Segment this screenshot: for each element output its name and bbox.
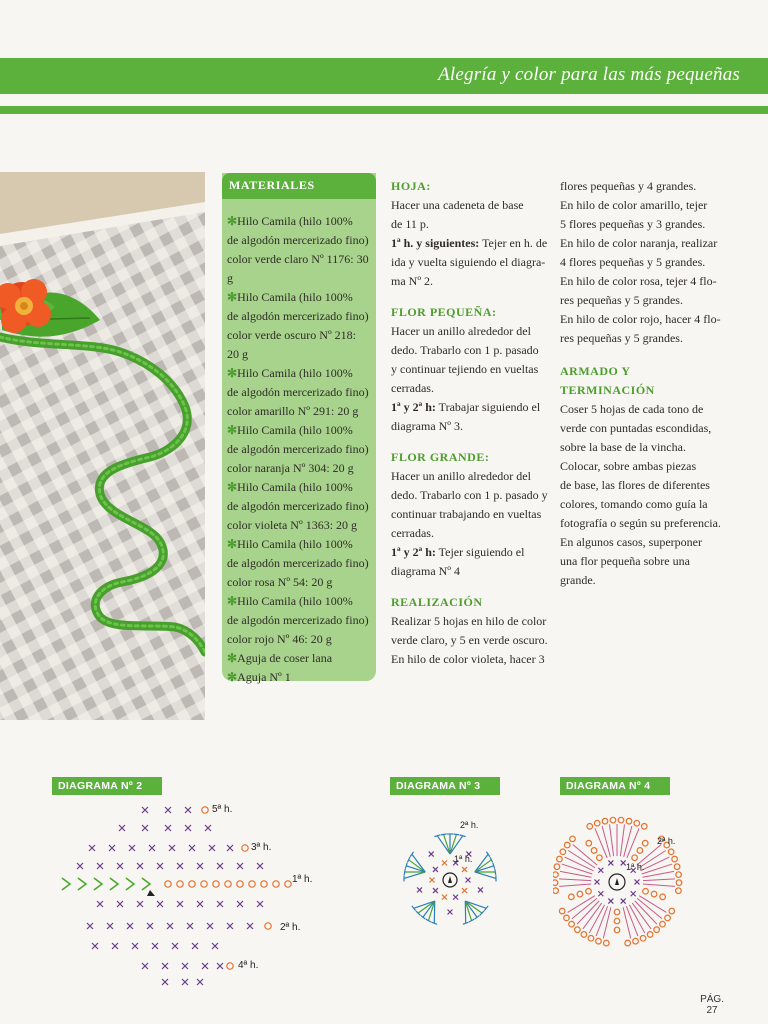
crochet-chain-mark — [575, 927, 581, 933]
crochet-stitch-mark — [237, 863, 243, 869]
crochet-stitch-mark — [257, 901, 263, 907]
crochet-chain-mark — [651, 891, 657, 897]
crochet-stitch-mark — [189, 845, 195, 851]
crochet-chain-mark — [614, 909, 620, 915]
crochet-chain-mark — [587, 824, 593, 830]
material-item: ✻Hilo Camila (hilo 100% de algodón mercerizado fino) color rojo Nº 46: 20 g — [227, 594, 369, 646]
crochet-stitch-mark — [495, 869, 496, 875]
crochet-chain-mark — [237, 881, 243, 887]
diagram-2-leaf-chart — [50, 796, 350, 992]
crochet-stitch-mark — [433, 888, 438, 893]
crochet-chain-mark — [586, 840, 592, 846]
section-heading-flor-pequena: FLOR PEQUEÑA: — [391, 305, 497, 319]
crochet-chain-mark — [674, 864, 680, 870]
crochet-chain-mark — [668, 849, 674, 855]
bullet-icon: ✻ — [227, 480, 238, 494]
row-label: 3ª h. — [251, 842, 272, 853]
crochet-stitch-mark — [119, 825, 125, 831]
crochet-chain-mark — [604, 940, 610, 946]
start-marker — [615, 878, 619, 885]
crochet-stitch-mark — [165, 825, 171, 831]
crochet-stitch-mark — [62, 878, 70, 890]
crochet-chain-mark — [641, 824, 647, 830]
crochet-chain-mark — [560, 849, 566, 855]
crochet-chain-mark — [640, 935, 646, 941]
crochet-stitch-mark — [442, 860, 447, 865]
bullet-icon: ✻ — [227, 214, 238, 228]
crochet-chain-mark — [665, 915, 671, 921]
crochet-stitch-mark — [97, 863, 103, 869]
page-number: PÁG. 27 — [700, 994, 724, 1016]
crochet-chain-mark — [564, 915, 570, 921]
crochet-stitch-mark — [77, 863, 83, 869]
crochet-stitch-mark — [598, 868, 603, 873]
crochet-stitch-mark — [475, 915, 480, 919]
crochet-chain-mark — [564, 842, 570, 848]
headband-photo-image — [0, 172, 205, 720]
crochet-chain-mark — [672, 856, 678, 862]
crochet-stitch-mark — [643, 884, 675, 886]
crochet-stitch-mark — [247, 923, 253, 929]
crochet-chain-mark — [637, 848, 643, 854]
crochet-stitch-mark — [621, 899, 626, 904]
section-heading-flor-grande: FLOR GRANDE: — [391, 450, 490, 464]
crochet-stitch-mark — [142, 807, 148, 813]
material-item: ✻Hilo Camila (hilo 100% de algodón mercerizado fino) color verde claro Nº 1176: 30 g — [227, 214, 369, 285]
round-label: 1ª h. — [626, 862, 645, 872]
crochet-chain-mark — [634, 820, 640, 826]
crochet-stitch-mark — [621, 860, 626, 865]
material-item: ✻Aguja de coser lana — [227, 651, 333, 665]
bullet-icon: ✻ — [227, 423, 238, 437]
header-rule — [0, 106, 768, 114]
crochet-stitch-mark — [559, 879, 591, 881]
section-heading-realizacion: REALIZACIÓN — [391, 595, 483, 609]
crochet-chain-mark — [642, 840, 648, 846]
crochet-chain-mark — [626, 818, 632, 824]
crochet-stitch-mark — [237, 901, 243, 907]
crochet-stitch-mark — [257, 863, 263, 869]
crochet-stitch-mark — [421, 915, 426, 919]
section-heading-hoja: HOJA: — [391, 179, 431, 193]
crochet-stitch-mark — [217, 963, 223, 969]
crochet-stitch-mark — [453, 834, 459, 835]
bullet-icon: ✻ — [227, 366, 238, 380]
crochet-stitch-mark — [117, 901, 123, 907]
crochet-stitch-mark — [109, 845, 115, 851]
crochet-stitch-mark — [450, 836, 463, 854]
crochet-chain-mark — [586, 888, 592, 894]
materials-heading: MATERIALES — [229, 178, 315, 192]
crochet-stitch-mark — [404, 869, 405, 875]
crochet-stitch-mark — [137, 901, 143, 907]
crochet-stitch-mark — [197, 979, 203, 985]
crochet-stitch-mark — [182, 963, 188, 969]
material-item: ✻Hilo Camila (hilo 100% de algodón mercerizado fino) color verde oscuro Nº 218: 20 g — [227, 290, 369, 361]
crochet-stitch-mark — [442, 895, 447, 900]
crochet-stitch-mark — [94, 878, 102, 890]
crochet-stitch-mark — [227, 923, 233, 929]
diagram-4-label: DIAGRAMA Nº 4 — [560, 777, 670, 795]
crochet-stitch-mark — [608, 860, 613, 865]
crochet-chain-mark — [610, 817, 616, 823]
crochet-stitch-mark — [197, 901, 203, 907]
crochet-stitch-mark — [177, 863, 183, 869]
crochet-stitch-mark — [112, 943, 118, 949]
crochet-stitch-mark — [92, 943, 98, 949]
row-label: 5ª h. — [212, 804, 233, 815]
crochet-chain-mark — [225, 881, 231, 887]
crochet-chain-mark — [676, 872, 682, 878]
start-marker — [448, 876, 452, 883]
crochet-chain-mark — [213, 881, 219, 887]
crochet-stitch-mark — [624, 826, 632, 857]
page-title: Alegría y color para las más pequeñas — [438, 64, 740, 85]
start-marker — [147, 890, 155, 896]
row-label: 1ª h. — [292, 874, 313, 885]
round-label: 2ª h. — [657, 836, 676, 846]
crochet-chain-mark — [669, 908, 675, 914]
crochet-stitch-mark — [603, 907, 611, 938]
bullet-icon: ✻ — [227, 651, 238, 665]
crochet-stitch-mark — [620, 824, 624, 856]
instructions-column-2: HOJA: Hacer una cadeneta de base de 11 p. 1ª h. y siguientes: Tejer en h. de ida y vuelta siguiendo el diagra- ma Nº 2. FLOR PEQUEÑA: Hacer un anillo alrededor del dedo. Trabarlo con 1 p. pasado y continuar tejiendo en vueltas cerradas. 1ª y 2ª h: Trabajar siguiendo el diagrama Nº 3. FLOR GRANDE: Hacer un anillo alrededor del dedo. Trabarlo con 1 p. pasado y continuar trabajando en vueltas cerradas. 1ª y 2ª h: Tejer siguiendo el diagrama Nº 4 REALIZACIÓN Realizar 5 hojas en hilo de color verde claro, y 5 en verde oscuro. En hilo de color violeta, hacer 3 — [391, 177, 551, 669]
crochet-stitch-mark — [137, 863, 143, 869]
crochet-chain-mark — [201, 881, 207, 887]
row-label: 2ª h. — [280, 922, 301, 933]
crochet-stitch-mark — [185, 807, 191, 813]
material-item: ✻Aguja Nº 1 — [227, 670, 291, 684]
crochet-chain-mark — [227, 963, 233, 969]
crochet-chain-mark — [594, 820, 600, 826]
material-item: ✻Hilo Camila (hilo 100% de algodón mercerizado fino) color naranja Nº 304: 20 g — [227, 423, 369, 475]
crochet-stitch-mark — [450, 834, 456, 854]
crochet-stitch-mark — [437, 836, 450, 854]
crochet-stitch-mark — [595, 880, 600, 885]
crochet-stitch-mark — [444, 834, 450, 854]
crochet-chain-mark — [569, 921, 575, 927]
crochet-chain-mark — [597, 855, 603, 861]
crochet-chain-mark — [654, 927, 660, 933]
diagram-2-label: DIAGRAMA Nº 2 — [52, 777, 162, 795]
crochet-chain-mark — [614, 927, 620, 933]
crochet-stitch-mark — [182, 979, 188, 985]
materials-list — [227, 212, 377, 687]
materials-header — [222, 173, 376, 199]
crochet-chain-mark — [591, 848, 597, 854]
crochet-stitch-mark — [142, 825, 148, 831]
crochet-stitch-mark — [192, 943, 198, 949]
crochet-stitch-mark — [441, 834, 447, 835]
crochet-stitch-mark — [185, 825, 191, 831]
crochet-stitch-mark — [127, 923, 133, 929]
crochet-chain-mark — [249, 881, 255, 887]
crochet-chain-mark — [242, 845, 248, 851]
crochet-chain-mark — [569, 894, 575, 900]
crochet-chain-mark — [177, 881, 183, 887]
crochet-chain-mark — [165, 881, 171, 887]
crochet-stitch-mark — [212, 943, 218, 949]
crochet-stitch-mark — [448, 910, 453, 915]
crochet-stitch-mark — [429, 852, 434, 857]
crochet-stitch-mark — [462, 888, 467, 893]
crochet-stitch-mark — [142, 963, 148, 969]
crochet-stitch-mark — [177, 901, 183, 907]
crochet-stitch-mark — [167, 923, 173, 929]
crochet-stitch-mark — [152, 943, 158, 949]
crochet-stitch-mark — [608, 899, 613, 904]
crochet-stitch-mark — [635, 880, 640, 885]
crochet-stitch-mark — [165, 807, 171, 813]
crochet-chain-mark — [554, 864, 560, 870]
crochet-chain-mark — [625, 940, 631, 946]
material-item: ✻Hilo Camila (hilo 100% de algodón mercerizado fino) color rosa Nº 54: 20 g — [227, 537, 369, 589]
crochet-chain-mark — [261, 881, 267, 887]
crochet-chain-mark — [602, 818, 608, 824]
crochet-stitch-mark — [207, 923, 213, 929]
diagram-3-small-flower-chart — [398, 812, 516, 942]
crochet-stitch-mark — [87, 923, 93, 929]
crochet-stitch-mark — [217, 863, 223, 869]
crochet-chain-mark — [570, 836, 576, 842]
crochet-stitch-mark — [609, 824, 613, 856]
crochet-stitch-mark — [602, 826, 610, 857]
crochet-stitch-mark — [453, 895, 458, 900]
crochet-stitch-mark — [227, 845, 233, 851]
section-heading-armado: ARMADO Y — [560, 364, 631, 378]
crochet-stitch-mark — [110, 878, 118, 890]
crochet-stitch-mark — [149, 845, 155, 851]
crochet-chain-mark — [202, 807, 208, 813]
crochet-chain-mark — [596, 938, 602, 944]
crochet-stitch-mark — [559, 884, 591, 886]
crochet-stitch-mark — [462, 867, 467, 872]
crochet-chain-mark — [676, 880, 682, 886]
crochet-stitch-mark — [631, 891, 636, 896]
crochet-chain-mark — [553, 888, 558, 894]
crochet-stitch-mark — [643, 879, 675, 881]
crochet-chain-mark — [660, 894, 666, 900]
crochet-stitch-mark — [433, 867, 438, 872]
crochet-stitch-mark — [78, 878, 86, 890]
crochet-chain-mark — [189, 881, 195, 887]
crochet-stitch-mark — [598, 891, 603, 896]
headband-photo — [0, 172, 205, 720]
crochet-chain-mark — [633, 938, 639, 944]
crochet-stitch-mark — [430, 878, 435, 883]
diagram-4-large-flower-chart — [553, 812, 693, 952]
crochet-chain-mark — [273, 881, 279, 887]
bullet-icon: ✻ — [227, 290, 238, 304]
diagram-3-label: DIAGRAMA Nº 3 — [390, 777, 500, 795]
crochet-chain-mark — [553, 872, 558, 878]
crochet-chain-mark — [581, 932, 587, 938]
material-item: ✻Hilo Camila (hilo 100% de algodón mercerizado fino) color amarillo Nº 291: 20 g — [227, 366, 369, 418]
crochet-stitch-mark — [117, 863, 123, 869]
crochet-stitch-mark — [157, 863, 163, 869]
crochet-chain-mark — [285, 881, 291, 887]
crochet-stitch-mark — [132, 943, 138, 949]
material-item: ✻Hilo Camila (hilo 100% de algodón mercerizado fino) color violeta Nº 1363: 20 g — [227, 480, 369, 532]
row-label: 4ª h. — [238, 960, 259, 971]
crochet-chain-mark — [660, 921, 666, 927]
crochet-stitch-mark — [172, 943, 178, 949]
bullet-icon: ✻ — [227, 537, 238, 551]
bullet-icon: ✻ — [227, 594, 238, 608]
section-heading-terminacion: TERMINACIÓN — [560, 383, 655, 397]
crochet-stitch-mark — [205, 825, 211, 831]
crochet-stitch-mark — [129, 845, 135, 851]
crochet-stitch-mark — [209, 845, 215, 851]
crochet-stitch-mark — [434, 835, 440, 837]
crochet-chain-mark — [647, 932, 653, 938]
crochet-stitch-mark — [157, 901, 163, 907]
crochet-stitch-mark — [466, 878, 471, 883]
crochet-stitch-mark — [627, 828, 639, 858]
crochet-stitch-mark — [147, 923, 153, 929]
crochet-stitch-mark — [142, 878, 150, 890]
crochet-chain-mark — [643, 888, 649, 894]
crochet-stitch-mark — [217, 901, 223, 907]
crochet-stitch-mark — [187, 923, 193, 929]
crochet-stitch-mark — [478, 887, 483, 892]
crochet-stitch-mark — [475, 872, 496, 878]
crochet-stitch-mark — [623, 907, 631, 938]
round-label: 1ª h. — [454, 854, 473, 864]
crochet-stitch-mark — [89, 845, 95, 851]
crochet-stitch-mark — [162, 963, 168, 969]
round-label: 2ª h. — [460, 820, 479, 830]
crochet-stitch-mark — [202, 963, 208, 969]
crochet-stitch-mark — [460, 835, 466, 837]
crochet-chain-mark — [676, 888, 682, 894]
bullet-icon: ✻ — [227, 670, 238, 684]
crochet-stitch-mark — [404, 872, 425, 878]
crochet-chain-mark — [618, 817, 624, 823]
crochet-chain-mark — [265, 923, 271, 929]
crochet-chain-mark — [632, 855, 638, 861]
crochet-chain-mark — [614, 918, 620, 924]
crochet-stitch-mark — [197, 863, 203, 869]
crochet-stitch-mark — [162, 979, 168, 985]
instructions-column-3: flores pequeñas y 4 grandes. En hilo de color amarillo, tejer 5 flores pequeñas y 3 grandes. En hilo de color naranja, realizar 4 flores pequeñas y 5 grandes. En hilo de color rosa, tejer 4 flo- res pequeñas y 5 grandes. En hilo de color rojo, hacer 4 flo- res pequeñas y 5 grandes. ARMADO Y TERMINACIÓN Coser 5 hojas de cada tono de verde con puntadas escondidas, sobre la base de la vincha. Colocar, sobre ambas piezas de base, las flores de diferentes colores, tomando como guía la fotografía o según su preferencia. En algunos casos, superponer una flor pequeña sobre una grande. — [560, 177, 750, 590]
crochet-stitch-mark — [97, 901, 103, 907]
crochet-stitch-mark — [169, 845, 175, 851]
crochet-chain-mark — [577, 891, 583, 897]
crochet-stitch-mark — [595, 828, 607, 858]
crochet-stitch-mark — [107, 923, 113, 929]
crochet-stitch-mark — [417, 887, 422, 892]
crochet-chain-mark — [557, 856, 563, 862]
crochet-chain-mark — [553, 880, 558, 886]
crochet-stitch-mark — [126, 878, 134, 890]
crochet-chain-mark — [588, 935, 594, 941]
crochet-chain-mark — [559, 908, 565, 914]
